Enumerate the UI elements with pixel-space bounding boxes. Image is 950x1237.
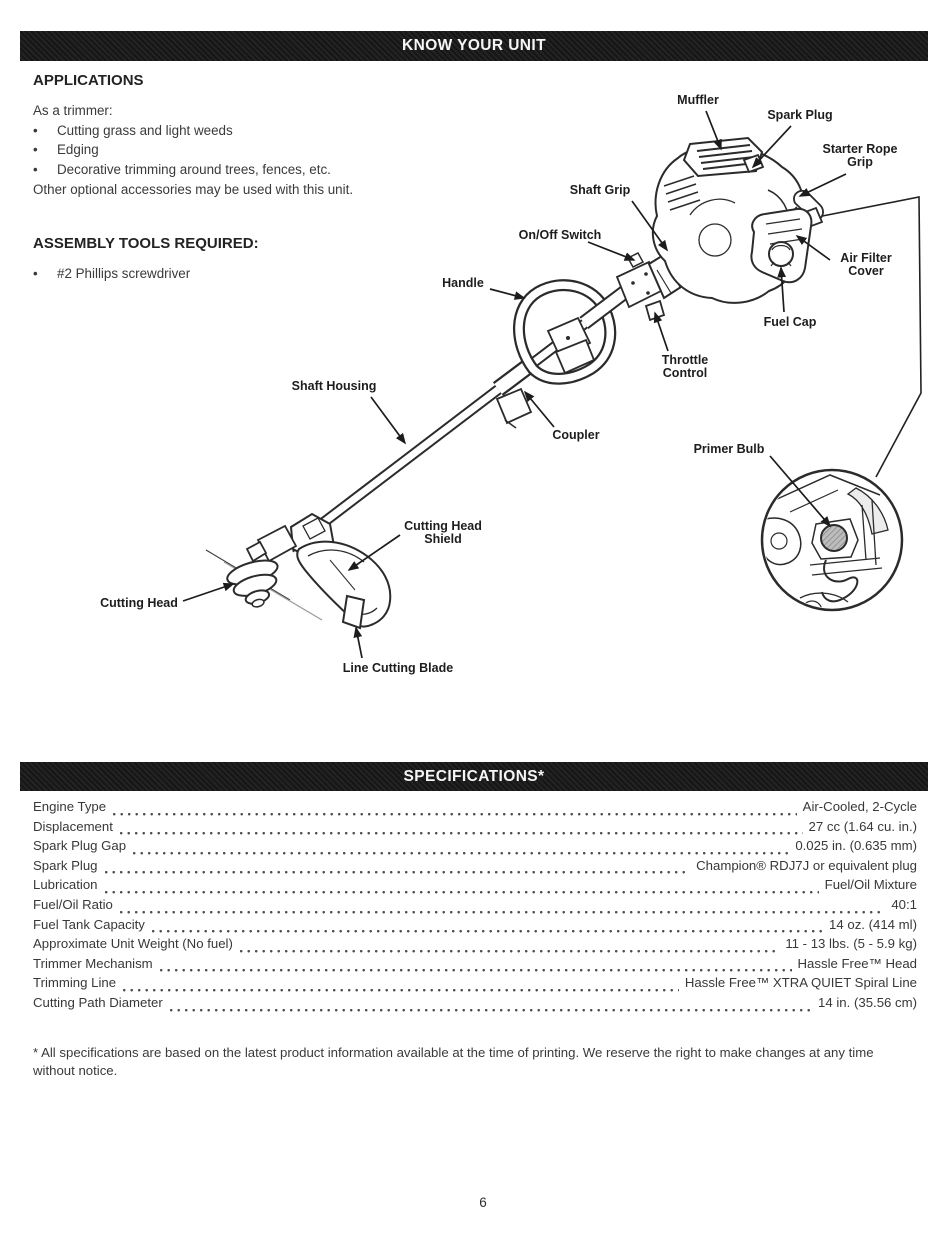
- spec-label: Trimming Line: [33, 975, 117, 991]
- spec-row: [33, 897, 917, 917]
- spec-value: Hassle Free™ XTRA QUIET Spiral Line: [684, 975, 917, 991]
- dot-leader: [105, 858, 691, 878]
- assembly-tools-title: ASSEMBLY TOOLS REQUIRED:: [33, 235, 259, 253]
- spec-label: Approximate Unit Weight (No fuel): [33, 936, 233, 952]
- spec-value: Air-Cooled, 2-Cycle: [802, 799, 917, 814]
- throttle-control-arrow: [655, 313, 668, 351]
- dot-leader: [152, 917, 823, 937]
- spec-value: 27 cc (1.64 cu. in.): [808, 818, 917, 834]
- section-banner-know-your-unit: KNOW YOUR UNIT: [20, 31, 928, 61]
- diagram-label-on-off-switch: On/Off Switch: [518, 228, 602, 242]
- diagram-label-cutting-head-shield: Cutting Head Shield: [404, 519, 482, 546]
- spec-value: 14 oz. (414 ml): [829, 916, 917, 932]
- diagram-label-shaft-housing: Shaft Housing: [291, 379, 377, 393]
- dot-leader: [240, 936, 779, 956]
- dot-leader: [160, 956, 792, 976]
- spec-row: [33, 975, 917, 995]
- spec-label: Cutting Path Diameter: [33, 994, 163, 1010]
- primer-bulb-detail-view: [762, 470, 902, 621]
- spec-row: [33, 799, 917, 819]
- diagram-label-throttle-control: Throttle Control: [661, 353, 709, 380]
- bullet-text: • #2 Phillips screwdriver: [57, 266, 191, 282]
- diagram-label-handle: Handle: [442, 276, 484, 290]
- diagram-label-fuel-cap: Fuel Cap: [763, 315, 817, 329]
- dot-leader: [120, 819, 803, 839]
- spec-row: [33, 877, 917, 897]
- dot-leader: [170, 995, 812, 1015]
- dot-leader: [113, 799, 797, 819]
- spec-row: [33, 936, 917, 956]
- throttle-control-drawing: [646, 301, 664, 320]
- starter-rope-grip-arrow: [800, 174, 846, 196]
- diagram-label-muffler: Muffler: [677, 93, 719, 107]
- spec-label: Trimmer Mechanism: [33, 955, 153, 971]
- shaft-housing-arrow: [371, 397, 405, 443]
- spec-row: [33, 917, 917, 937]
- diagram-label-air-filter-cover: Air Filter Cover: [840, 251, 892, 278]
- spec-label: Spark Plug Gap: [33, 838, 127, 854]
- spec-label: Lubrication: [33, 877, 98, 893]
- applications-title: APPLICATIONS: [33, 72, 144, 89]
- diagram-label-coupler: Coupler: [552, 428, 600, 442]
- spec-row: [33, 858, 917, 878]
- section-banner-specifications: SPECIFICATIONS*: [20, 762, 928, 791]
- spec-label: Fuel Tank Capacity: [33, 916, 145, 932]
- spec-row: [33, 838, 917, 858]
- handle-drawing: [519, 285, 610, 379]
- diagram-label-spark-plug: Spark Plug: [767, 108, 833, 122]
- spec-label: Displacement: [33, 818, 113, 834]
- diagram-label-line-cutting-blade: Line Cutting Blade: [342, 661, 454, 675]
- spec-label: Spark Plug: [33, 857, 98, 873]
- page-number: 6: [479, 1195, 487, 1210]
- primer-bulb-drawing: [821, 525, 847, 551]
- spec-value: 11 - 13 lbs. (5 - 5.9 kg): [785, 936, 917, 952]
- dot-leader: [120, 897, 885, 917]
- diagram-label-shaft-grip: Shaft Grip: [569, 183, 631, 197]
- engine-drawing: [649, 138, 823, 303]
- spec-value: Fuel/Oil Mixture: [824, 877, 917, 893]
- bullet-text: • Edging: [57, 142, 99, 158]
- spec-value: 40:1: [891, 896, 917, 912]
- handle-arrow: [490, 289, 524, 298]
- detail-leader-line: [797, 197, 921, 477]
- spec-value: Hassle Free™ Head: [797, 955, 917, 971]
- diagram-label-primer-bulb: Primer Bulb: [693, 442, 765, 456]
- bullet-text: • Cutting grass and light weeds: [57, 122, 233, 138]
- spec-label: Fuel/Oil Ratio: [33, 896, 113, 912]
- spec-label: Engine Type: [33, 799, 107, 814]
- spec-row: [33, 995, 917, 1015]
- spec-value: 0.025 in. (0.635 mm): [795, 838, 917, 854]
- spool-drawing: [225, 556, 287, 613]
- dot-leader: [105, 877, 819, 897]
- diagram-label-starter-rope-grip: Starter Rope Grip: [822, 142, 898, 169]
- spec-value: 14 in. (35.56 cm): [818, 994, 917, 1010]
- dot-leader: [123, 975, 679, 995]
- specifications-table: [33, 799, 917, 1015]
- spec-row: [33, 956, 917, 976]
- diagram-label-cutting-head: Cutting Head: [100, 596, 178, 610]
- cutting-head-arrow: [183, 584, 233, 601]
- specifications-footnote: * All specifications are based on the latest product information available at the time of printing. We reserve the right to make changes at any time without notice.: [33, 1045, 874, 1078]
- dot-leader: [133, 838, 789, 858]
- spec-value: Champion® RDJ7J or equivalent plug: [696, 857, 917, 873]
- spec-row: [33, 819, 917, 839]
- applications-intro: As a trimmer:: [33, 103, 113, 118]
- on-off-switch-arrow: [588, 242, 634, 260]
- applications-note: Other optional accessories may be used with this unit.: [33, 181, 354, 197]
- bullet-text: • Decorative trimming around trees, fences, etc.: [57, 162, 331, 178]
- line-cutting-blade-drawing: [343, 596, 364, 628]
- line-cutting-blade-arrow: [356, 628, 362, 658]
